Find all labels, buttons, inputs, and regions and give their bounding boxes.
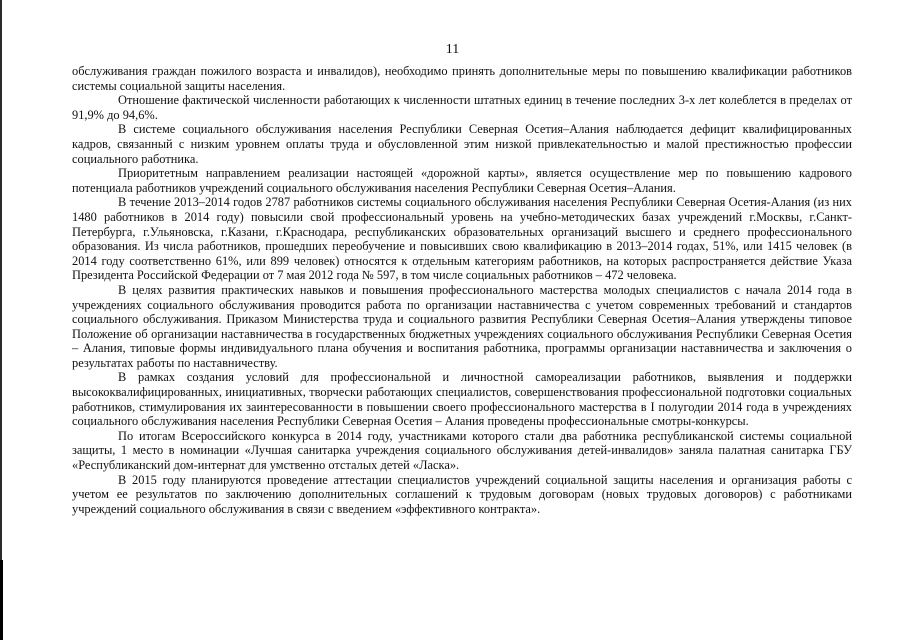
paragraph-staff-deficit: В системе социального обслуживания населения Республики Северная Осетия–Алания наблюдается дефицит квалифицированных кадров, связанный с низким уровнем оплаты труда и обусловленной этим низкой привлекательностью и малой престижностью профессии социального работника. <box>72 122 852 166</box>
paragraph-priority-direction: Приоритетным направлением реализации настоящей «дорожной карты», является осуществление мер по повышению кадрового потенциала работников учреждений социального обслуживания населения Республики Северная Осетия–Алания. <box>72 166 852 195</box>
paragraph-staffing-ratio: Отношение фактической численности работающих к численности штатных единиц в течение последних 3-х лет колеблется в пределах от 91,9% до 94,6%. <box>72 93 852 122</box>
paragraph-continued: обслуживания граждан пожилого возраста и инвалидов), необходимо принять дополнительные меры по повышению квалификации работников системы социальной защиты населения. <box>72 64 852 93</box>
paragraph-all-russian-contest: По итогам Всероссийского конкурса в 2014 году, участниками которого стали два работника республиканской системы социальной защиты, 1 место в номинации «Лучшая санитарка учреждения социального обслуживания детей-инвалидов» заняла палатная санитарка ГБУ «Республиканский дом-интернат для умственно отсталых детей «Ласка». <box>72 428 852 473</box>
paragraph-training-2013-2014: В течение 2013–2014 годов 2787 работников системы социального обслуживания населения Республики Северная Осетия-Алания (из них 1480 работников в 2014 году) повысили свой профессиональный уровень на учебно-методических базах учреждений г.Москвы, г.Санкт-Петербурга, г.Ульяновска, г.Казани, г.Краснодара, республиканских образовательных организаций высшего и среднего профессионального образования. Из числа работников, прошедших переобучение и повысивших свою квалификацию в 2013–2014 годах, 51%, или 1415 человек (в 2014 году соответственно 61%, или 899 человек) относятся к отдельным категориям работников, на которых распространяется действие Указа Президента Российской Федерации от 7 мая 2012 года № 597, в том числе социальных работников – 472 человека. <box>72 195 852 283</box>
paragraph-2015-attestation: В 2015 году планируются проведение аттестации специалистов учреждений социальной защиты населения и организация работы с учетом ее результатов по заключению дополнительных соглашений к трудовым договорам (новых трудовых договоров) с работниками учреждений социального обслуживания в связи с введением «эффективного контракта». <box>72 472 852 516</box>
scan-left-edge <box>0 0 2 640</box>
document-body <box>72 64 852 516</box>
scan-left-edge-mark <box>0 560 3 640</box>
paragraph-mentoring: В целях развития практических навыков и повышения профессионального мастерства молодых специалистов с начала 2014 года в учреждениях социального обслуживания проводится работа по организации наставничества с учетом современных требований и стандартов социального обслуживания. Приказом Министерства труда и социального развития Республики Северная Осетия–Алания утверждены типовое Положение об организации наставничества в государственных бюджетных учреждениях социального обслуживания Республики Северная Осетия – Алания, типовые формы индивидуального плана обучения и воспитания работника, программы организации наставничества и заключения о результатах работы по наставничеству. <box>72 282 852 370</box>
paragraph-professional-contests: В рамках создания условий для профессиональной и личностной самореализации работников, выявления и поддержки высококвалифицированных, инициативных, творчески работающих специалистов, совершенствования профессиональной подготовки социальных работников, стимулирования их заинтересованности в повышении своего профессионального мастерства в I полугодии 2014 года в учреждениях социального обслуживания населения Республики Северная Осетия – Алания проведены профессиональные смотры-конкурсы. <box>72 370 852 429</box>
page-number: 11 <box>445 42 460 57</box>
